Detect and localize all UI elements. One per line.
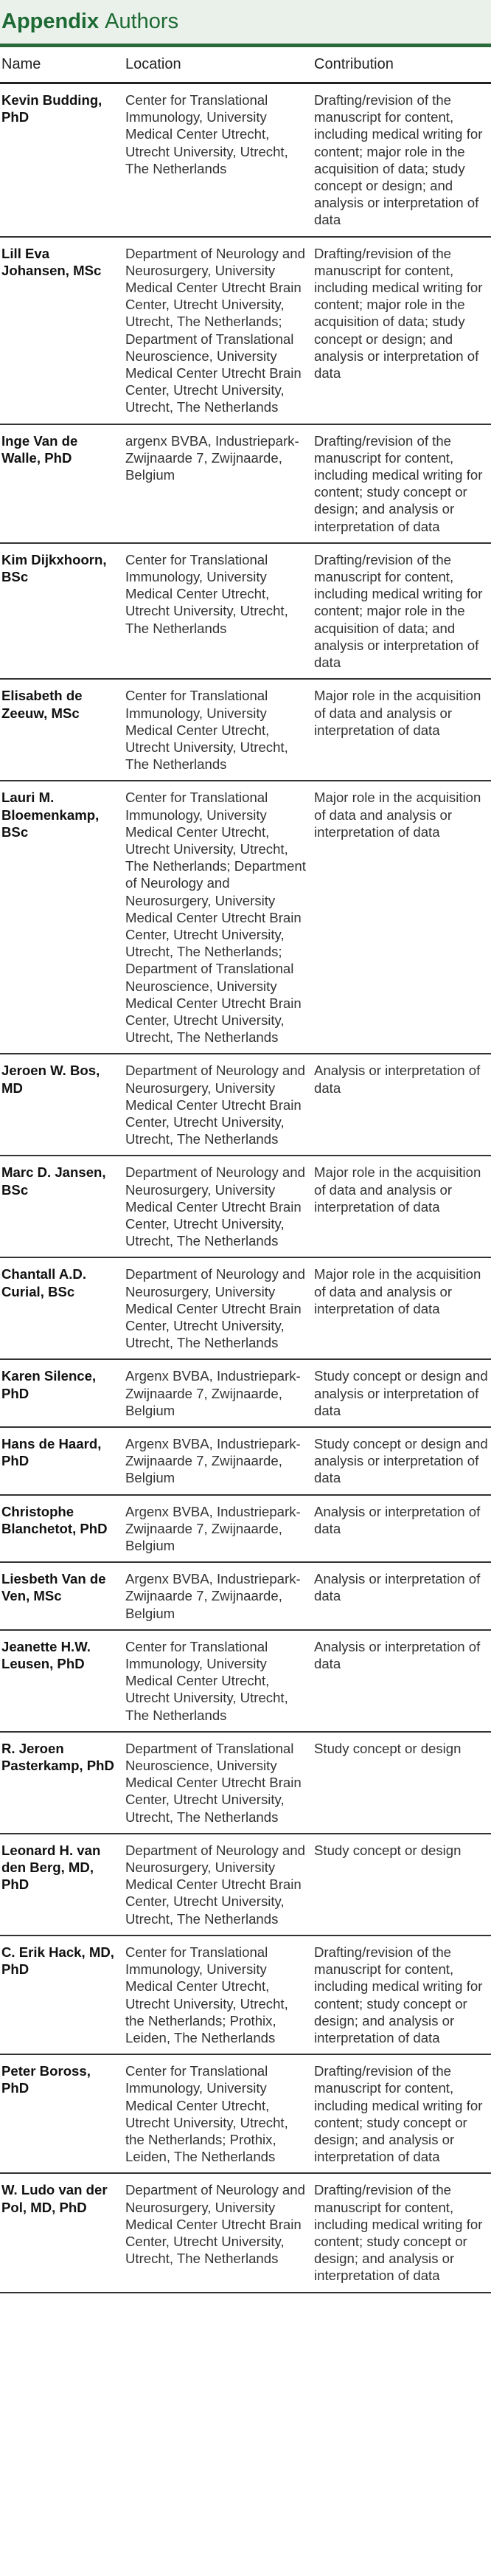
author-location: Department of Neurology and Neurosurgery, University Medical Center Utrecht Brain Center, Utrecht University, Utrecht, The Netherlands; Department of Translational Neuroscience, University Medical Center Utrecht Brain Center, Utrecht University, Utrecht, The Netherlands [125,245,305,415]
author-contribution: Major role in the acquisition of data and analysis or interpretation of data [314,790,481,840]
author-contribution: Analysis or interpretation of data [314,1063,481,1096]
author-location: argenx BVBA, Industriepark-Zwijnaarde 7, Zwijnaarde, Belgium [125,432,299,483]
author-location: Center for Translational Immunology, University Medical Center Utrecht, Utrecht University, Utrecht, The Netherlands [125,92,288,176]
author-name: R. Jeroen Pasterkamp, PhD [1,1740,114,1774]
author-name: Marc D. Jansen, BSc [1,1164,106,1198]
author-contribution: Drafting/revision of the manuscript for content, including medical writing for content; study concept or design; and analysis or interpretation of data [314,2182,483,2284]
column-header-location: Location [125,56,181,72]
author-location: Center for Translational Immunology, University Medical Center Utrecht, Utrecht University, Utrecht, the Netherlands; Prothix, Leiden, The Netherlands [125,1944,288,2045]
author-name: C. Erik Hack, MD, PhD [1,1944,114,1978]
title-strong: Appendix [1,10,100,33]
table-row [0,1428,491,1496]
table-row [0,1360,491,1428]
author-location: Department of Neurology and Neurosurgery, University Medical Center Utrecht Brain Center, Utrecht University, Utrecht, The Netherlands [125,1266,305,1351]
column-header-name: Name [1,56,41,72]
author-contribution: Study concept or design and analysis or interpretation of data [314,1368,488,1418]
table-row [0,1563,491,1631]
author-name: W. Ludo van der Pol, MD, PhD [1,2182,108,2215]
author-location: Argenx BVBA, Industriepark-Zwijnaarde 7, Zwijnaarde, Belgium [125,1571,301,1621]
author-contribution: Drafting/revision of the manuscript for content, including medical writing for content; study concept or design; and analysis or interpretation of data [314,2063,483,2165]
table-row [0,1496,491,1564]
author-name: Leonard H. van den Berg, MD, PhD [1,1842,101,1893]
author-name: Kim Dijkxhoorn, BSc [1,551,107,585]
author-location: Argenx BVBA, Industriepark-Zwijnaarde 7, Zwijnaarde, Belgium [125,1503,301,1554]
table-title [0,0,491,47]
author-location: Argenx BVBA, Industriepark-Zwijnaarde 7, Zwijnaarde, Belgium [125,1368,301,1418]
author-name: Christophe Blanchetot, PhD [1,1503,108,1536]
table-row [0,1156,491,1258]
author-name: Kevin Budding, PhD [1,92,102,125]
author-name: Karen Silence, PhD [1,1368,97,1401]
author-location: Center for Translational Immunology, University Medical Center Utrecht, Utrecht University, Utrecht, The Netherlands; Department of Neurology and Neurosurgery, University Medical Center Utrecht Brain Center, Utrecht University, Utrecht, The Netherlands; Department of Translational Neuroscience, University Medical Center Utrecht Brain Center, Utrecht University, Utrecht, The Netherlands [125,790,306,1046]
author-location: Department of Neurology and Neurosurgery, University Medical Center Utrecht Brain Center, Utrecht University, Utrecht, The Netherlands [125,2182,305,2267]
title-rest: Authors [105,10,179,33]
author-name: Jeanette H.W. Leusen, PhD [1,1638,91,1672]
author-location: Center for Translational Immunology, University Medical Center Utrecht, Utrecht University, Utrecht, the Netherlands; Prothix, Leiden, The Netherlands [125,2063,288,2165]
author-name: Chantall A.D. Curial, BSc [1,1266,87,1299]
author-location: Center for Translational Immunology, University Medical Center Utrecht, Utrecht University, Utrecht, The Netherlands [125,1638,288,1723]
column-header-row [0,47,491,84]
author-location: Center for Translational Immunology, University Medical Center Utrecht, Utrecht University, Utrecht, The Netherlands [125,551,288,636]
column-header-contribution: Contribution [314,56,394,72]
author-contribution: Study concept or design [314,1842,462,1858]
table-row [0,544,491,680]
author-name: Liesbeth Van de Ven, MSc [1,1571,106,1604]
table-row [0,781,491,1054]
table-row [0,1631,491,1733]
table-row [0,425,491,544]
author-name: Lill Eva Johansen, MSc [1,245,102,278]
author-location: Department of Neurology and Neurosurgery, University Medical Center Utrecht Brain Center, Utrecht University, Utrecht, The Netherlands [125,1842,305,1927]
author-location: Department of Neurology and Neurosurgery, University Medical Center Utrecht Brain Center, Utrecht University, Utrecht, The Netherlands [125,1063,305,1147]
table-row [0,84,491,238]
author-contribution: Drafting/revision of the manuscript for content, including medical writing for content; study concept or design; and analysis or interpretation of data [314,432,483,534]
author-contribution: Major role in the acquisition of data and analysis or interpretation of data [314,688,481,738]
table-row [0,1054,491,1156]
table-row [0,1834,491,1936]
authors-table-body [0,84,491,2293]
author-location: Center for Translational Immunology, University Medical Center Utrecht, Utrecht University, Utrecht, The Netherlands [125,688,288,773]
table-row [0,2055,491,2174]
author-name: Peter Boross, PhD [1,2063,91,2096]
author-contribution: Analysis or interpretation of data [314,1638,481,1672]
author-location: Argenx BVBA, Industriepark-Zwijnaarde 7, Zwijnaarde, Belgium [125,1436,301,1486]
author-name: Jeroen W. Bos, MD [1,1063,100,1096]
author-name: Inge Van de Walle, PhD [1,432,78,466]
author-contribution: Drafting/revision of the manuscript for content, including medical writing for content; study concept or design; and analysis or interpretation of data [314,1944,483,2045]
table-row [0,1258,491,1360]
author-location: Department of Translational Neuroscience, University Medical Center Utrecht Brain Center, Utrecht University, Utrecht, The Netherlands [125,1740,302,1825]
author-contribution: Major role in the acquisition of data and analysis or interpretation of data [314,1266,481,1316]
table-row [0,2174,491,2293]
table-row [0,1733,491,1834]
author-contribution: Analysis or interpretation of data [314,1503,481,1536]
author-contribution: Study concept or design and analysis or interpretation of data [314,1436,488,1486]
author-name: Elisabeth de Zeeuw, MSc [1,688,83,721]
author-contribution: Drafting/revision of the manuscript for content, including medical writing for content; major role in the acquisition of data; and analysis or interpretation of data [314,551,483,671]
author-location: Department of Neurology and Neurosurgery, University Medical Center Utrecht Brain Center, Utrecht University, Utrecht, The Netherlands [125,1164,305,1249]
author-contribution: Study concept or design [314,1740,462,1756]
author-contribution: Drafting/revision of the manuscript for content, including medical writing for content; major role in the acquisition of data; study concept or design; and analysis or interpretation of data [314,245,483,381]
author-contribution: Drafting/revision of the manuscript for content, including medical writing for content; major role in the acquisition of data; study concept or design; and analysis or interpretation of data [314,92,483,228]
table-row [0,238,491,425]
table-row [0,680,491,781]
author-name: Hans de Haard, PhD [1,1436,102,1469]
table-row [0,1936,491,2055]
author-contribution: Major role in the acquisition of data and analysis or interpretation of data [314,1164,481,1215]
author-name: Lauri M. Bloemenkamp, BSc [1,790,100,840]
author-contribution: Analysis or interpretation of data [314,1571,481,1604]
